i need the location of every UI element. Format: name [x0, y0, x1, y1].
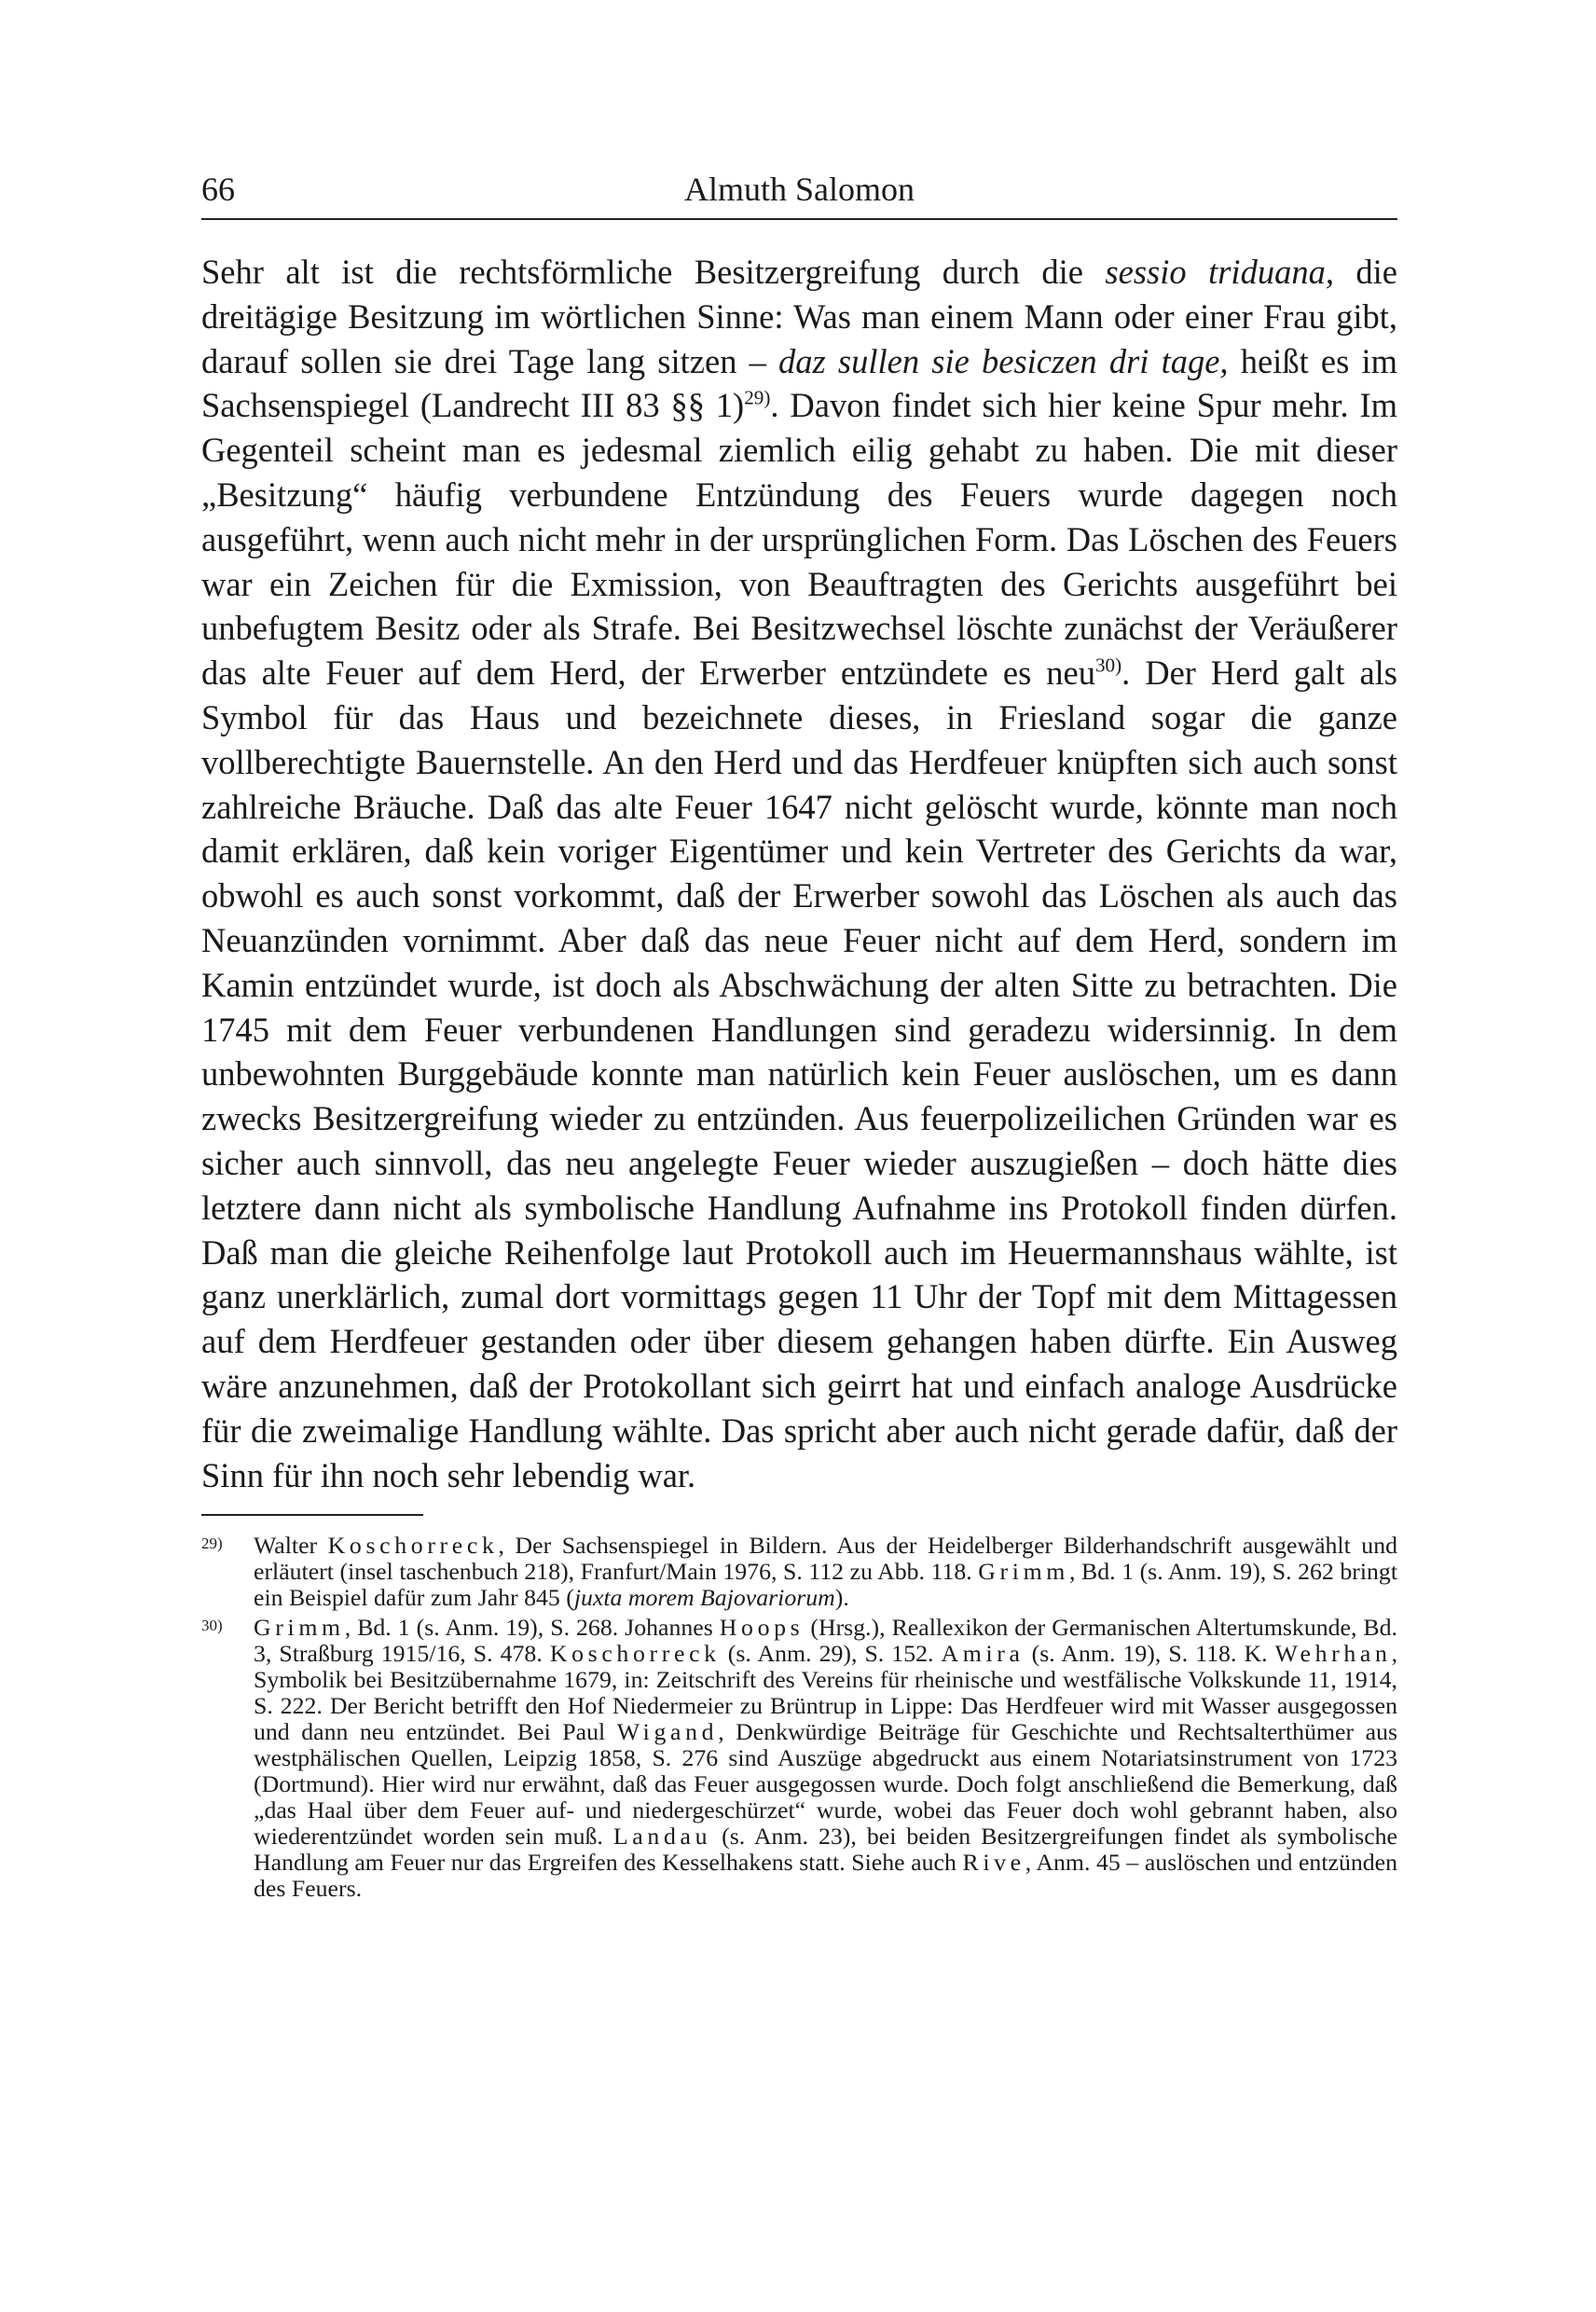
footnote-30	[201, 1615, 1397, 1902]
body-paragraph	[201, 250, 1397, 1497]
body-text-segment: heißt es im Sachsenspiegel (Landrecht III 83 §§ 1)	[201, 341, 1397, 425]
footnote-29	[201, 1533, 1397, 1611]
footnote-author: Rive	[962, 1849, 1025, 1876]
footnote-text: , Bd. 1 (s. Anm. 19), S. 262 bringt ein Beispiel dafür zum Jahr 845 (	[254, 1558, 1397, 1611]
running-title: Almuth Salomon	[683, 171, 915, 208]
footnote-author: Koschorreck	[327, 1532, 499, 1559]
footnote-mark: 30)	[201, 1617, 223, 1634]
footnote-text: (s. Anm. 19), S. 118. K.	[1024, 1640, 1275, 1667]
footnote-text: (s. Anm. 23), bei beiden Besitzergreifungen findet als symbolische Handlung am Feuer nur das Ergreifen des Kesselhakens statt. Siehe auch	[254, 1823, 1397, 1876]
footnote-text: , Denkwürdige Beiträge für Geschichte und Rechtsalterthümer aus westphälischen Quellen, Leipzig 1858, S. 276 sind Auszüge abgedruckt aus einem Notariatsinstrument von 1723 (Dortmund). Hier wird nur erwähnt, daß das Feuer ausgegossen wurde. Doch folgt anschließend die Bemerkung, daß „das Haal über dem Feuer auf- und niedergeschürzet“ wurde, wobei das Feuer doch wohl gebrannt haben, also wiederentzündet worden sein muß.	[254, 1718, 1398, 1850]
footnote-mark: 29)	[201, 1534, 223, 1552]
body-text-segment: die dreitägige Besitzung im wörtlichen Sinne: Was man einem Mann oder einer Frau gibt, darauf sollen sie drei Tage lang sitzen –	[201, 253, 1397, 380]
footnote-text: ).	[834, 1584, 849, 1611]
document-page	[201, 0, 1397, 2312]
body-text-segment: . Davon findet sich hier keine Spur mehr. Im Gegenteil scheint man es jedesmal ziemlich eilig gehabt zu haben. Die mit dieser „Besitzung“ häufig verbundene Entzündung des Feuers wurde dagegen noch ausgeführt, wenn auch nicht mehr in der ursprünglichen Form. Das Löschen des Feuers war ein Zeichen für die Exmission, von Beauftragten des Gerichts ausgeführt bei unbefugtem Besitz oder als Strafe. Bei Besitzwechsel löschte zunächst der Veräußerer das alte Feuer auf dem Herd, der Erwerber entzündete es neu	[201, 386, 1397, 693]
footnote-text: (s. Anm. 29), S. 152.	[720, 1640, 942, 1667]
header-rule	[201, 218, 1397, 220]
footnote-text: , Symbolik bei Besitzübernahme 1679, in: Zeitschrift des Vereins für rheinische und westfälische Volkskunde 11, 1914, S. 222. Der Bericht betrifft den Hof Niedermeier zu Brüntrup in Lippe: Das Herdfeuer wird mit Wasser ausgegossen und dann neu entzündet. Bei Paul	[254, 1640, 1398, 1745]
footnote-author: Grimm	[978, 1558, 1070, 1585]
footnote-author: Wehrhan	[1274, 1640, 1392, 1667]
footnote-text: , Der Sachsenspiegel in Bildern. Aus der Heidelberger Bilderhandschrift ausgewählt und erläutert (insel taschenbuch 218), Franfurt/Main 1976, S. 112 zu Abb. 118.	[254, 1532, 1397, 1585]
footnote-rule	[201, 1514, 423, 1516]
footnote-reference-30[interactable]: 30)	[1094, 654, 1122, 677]
footnote-text: , Bd. 1 (s. Anm. 19), S. 268. Johannes	[344, 1614, 720, 1641]
footnote-text: , Anm. 45 – auslöschen und entzünden des Feuers.	[254, 1849, 1397, 1902]
page-number: 66	[201, 171, 235, 208]
body-text-segment: Sehr alt ist die rechtsförmliche Besitzergreifung durch die	[201, 253, 1106, 291]
footnote-text: Walter	[254, 1532, 328, 1559]
footnote-italic-phrase: juxta morem Bajovariorum	[573, 1584, 835, 1611]
footnote-reference-29[interactable]: 29)	[744, 386, 771, 409]
body-text-segment: . Der Herd galt als Symbol für das Haus und bezeichnete dieses, in Friesland sogar die ganze vollberechtigte Bauernstelle. An den Herd und das Herdfeuer knüpften sich auch sonst zahlreiche Bräuche. Daß das alte Feuer 1647 nicht gelöscht wurde, könnte man noch damit erklären, daß kein voriger Eigentümer und kein Vertreter des Gerichts da war, obwohl es auch sonst vorkommt, daß der Erwerber sowohl das Löschen als auch das Neuanzünden vornimmt. Aber daß das neue Feuer nicht auf dem Herd, sondern im Kamin entzündet wurde, ist doch als Abschwächung der alten Sitte zu betrachten. Die 1745 mit dem Feuer verbundenen Handlungen sind geradezu widersinnig. In dem unbewohnten Burggebäude konnte man natürlich kein Feuer auslöschen, um es dann zwecks Besitzergreifung wieder zu entzünden. Aus feuerpolizeilichen Gründen war es sicher auch sinnvoll, das neu angelegte Feuer wieder auszugießen – doch hätte dies letztere dann nicht als symbolische Handlung Aufnahme ins Protokoll finden dürfen. Daß man die gleiche Reihenfolge laut Protokoll auch im Heuermannshaus wählte, ist ganz unerklärlich, zumal dort vormittags gegen 11 Uhr der Topf mit dem Mittagessen auf dem Herdfeuer gestanden oder über diesem gehangen haben dürfte. Ein Ausweg wäre anzunehmen, daß der Protokollant sich geirrt hat und einfach analoge Ausdrücke für die zweimalige Handlung wählte. Das spricht aber auch nicht gerade dafür, daß der Sinn für ihn noch sehr lebendig war.	[201, 654, 1397, 1494]
body-italic-quote: daz sullen sie besiczen dri tage,	[778, 341, 1229, 380]
footnote-text: (Hrsg.), Reallexikon der Germanischen Altertumskunde, Bd. 3, Straßburg 1915/16, S. 478.	[254, 1614, 1397, 1667]
running-head	[201, 166, 1397, 213]
footnotes	[201, 1533, 1397, 1906]
footnote-author: Grimm	[254, 1614, 345, 1641]
footnote-author: Amira	[941, 1640, 1025, 1667]
body-italic-phrase: sessio triduana,	[1105, 253, 1334, 291]
footnote-author: Koschorreck	[549, 1640, 721, 1667]
footnote-author: Hoops	[719, 1614, 805, 1641]
footnote-author: Wigand	[616, 1718, 719, 1745]
footnote-author: Landau	[612, 1823, 712, 1850]
